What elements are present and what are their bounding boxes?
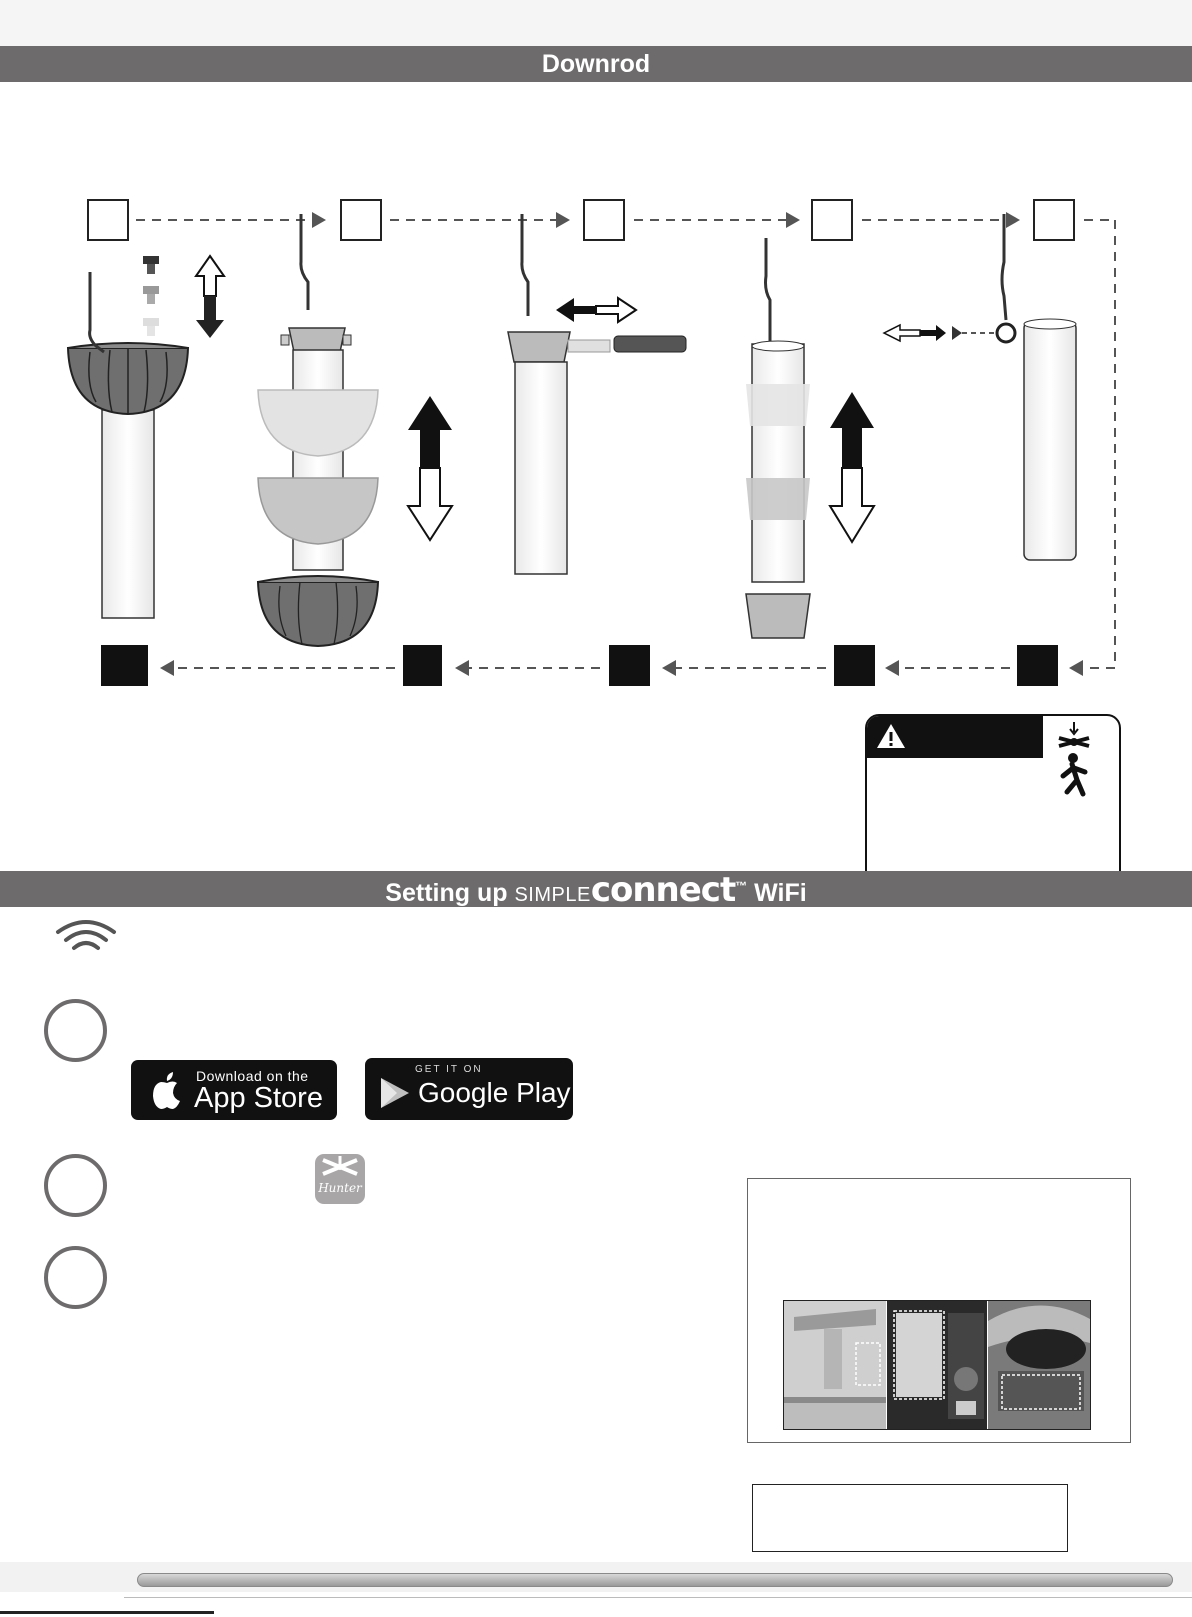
fan-label-location-box bbox=[747, 1178, 1131, 1443]
footer-divider bbox=[124, 1597, 1192, 1598]
falling-fan-person-icon bbox=[1053, 720, 1099, 800]
footer-rule-bar bbox=[137, 1573, 1173, 1587]
google-play-badge[interactable] bbox=[365, 1058, 573, 1120]
section-header-downrod bbox=[0, 46, 1192, 82]
figure-ground-screw bbox=[884, 214, 1076, 560]
wifi-brand-connect: connect bbox=[590, 870, 736, 910]
app-store-badge[interactable] bbox=[131, 1060, 337, 1120]
footer-left-mark bbox=[0, 1611, 214, 1614]
model-number-box bbox=[752, 1484, 1068, 1552]
figure-canopy-screws bbox=[68, 256, 224, 618]
section-header-wifi bbox=[0, 870, 1192, 910]
step-box-7 bbox=[834, 645, 875, 686]
step-box-8 bbox=[609, 645, 650, 686]
hunter-app-icon bbox=[315, 1154, 365, 1204]
figure-pin-insert bbox=[508, 214, 686, 574]
wifi-step-circle-3 bbox=[44, 1246, 107, 1309]
section-title-downrod: Downrod bbox=[541, 50, 651, 78]
step-box-10 bbox=[101, 645, 148, 686]
apple-icon bbox=[149, 1070, 185, 1110]
figure-canopy-slide bbox=[258, 214, 452, 646]
google-play-big-text: Google Play bbox=[418, 1077, 571, 1108]
step-box-3 bbox=[584, 200, 624, 240]
step-box-4 bbox=[812, 200, 852, 240]
downrod-assembly-diagram bbox=[0, 82, 1192, 702]
top-margin bbox=[0, 0, 1192, 46]
google-play-small-text: GET IT ON bbox=[415, 1064, 483, 1075]
step-box-5 bbox=[1034, 200, 1074, 240]
fan-label-photos bbox=[783, 1300, 1091, 1430]
hunter-app-icon-text: Hunter bbox=[318, 1181, 362, 1195]
warning-header-bar bbox=[867, 716, 1043, 758]
wifi-step-circle-2 bbox=[44, 1154, 107, 1217]
warning-triangle-icon bbox=[875, 722, 907, 750]
step-box-6 bbox=[1017, 645, 1058, 686]
wifi-title-suffix: WiFi bbox=[747, 879, 807, 907]
step-box-1 bbox=[88, 200, 128, 240]
app-store-big-text: App Store bbox=[194, 1082, 323, 1114]
wifi-trademark: ™ bbox=[735, 879, 748, 893]
figure-collar-slide bbox=[746, 238, 874, 638]
wifi-title-prefix: Setting up bbox=[385, 879, 515, 907]
wifi-step-circle-1 bbox=[44, 999, 107, 1062]
wifi-brand-simple: SIMPLE bbox=[514, 884, 591, 906]
step-box-9 bbox=[403, 645, 442, 686]
fan-icon bbox=[315, 1154, 365, 1184]
step-box-2 bbox=[341, 200, 381, 240]
play-triangle-icon bbox=[379, 1076, 411, 1110]
app-store-small-text: Download on the bbox=[196, 1068, 309, 1084]
wifi-icon bbox=[54, 918, 118, 954]
